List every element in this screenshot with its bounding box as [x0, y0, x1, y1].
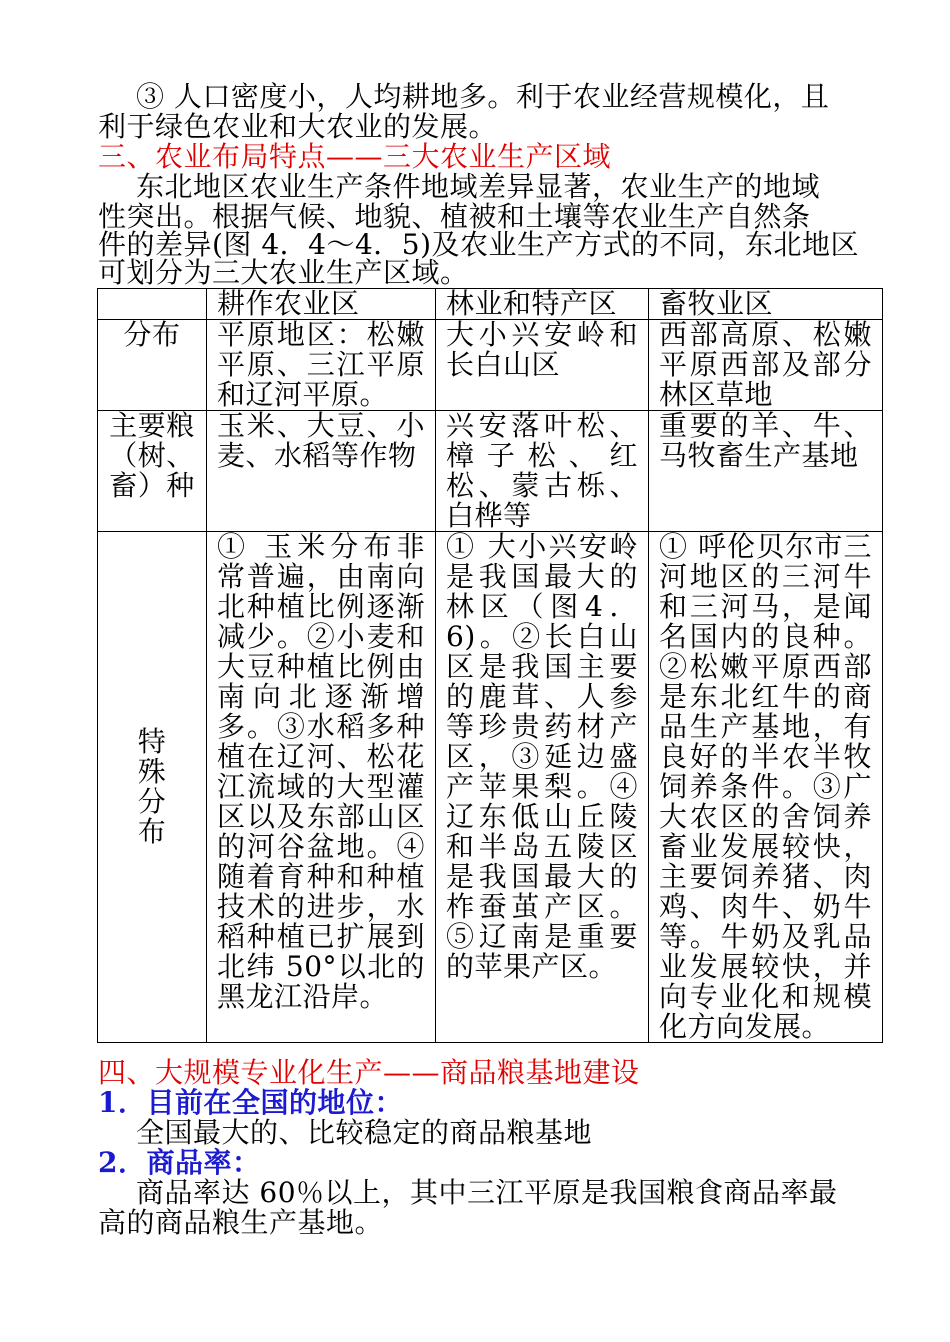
paragraph-line: 利于绿色农业和大农业的发展。 [98, 110, 498, 143]
section-heading: 四、大规模专业化生产——商品粮基地建设 [98, 1056, 640, 1089]
paragraph-line: 商品率达 60％以上，其中三江平原是我国粮食商品率最 [136, 1176, 838, 1209]
paragraph-line: 可划分为三大农业生产区域。 [98, 256, 469, 289]
row-label: 分布 [98, 320, 207, 411]
paragraph-line: 全国最大的、比较稳定的商品粮基地 [136, 1116, 593, 1149]
paragraph-line: 高的商品粮生产基地。 [98, 1206, 384, 1239]
row-label: 特殊分布 [137, 725, 167, 848]
paragraph-line: 性突出。根据气候、地貌、植被和土壤等农业生产自然条 [98, 200, 811, 233]
table-header-cell [98, 289, 207, 320]
agriculture-zones-table [97, 288, 883, 1043]
paragraph-line: 东北地区农业生产条件地域差异显著，农业生产的地域 [136, 170, 821, 203]
table-header-row [98, 289, 883, 320]
table-cell: 西部高原、松嫩平原西部及部分林区草地 [649, 320, 883, 411]
item-heading: 2．商品率： [98, 1146, 261, 1179]
table-cell: 重要的羊、牛、马牧畜生产基地 [649, 411, 883, 532]
table-cell: 平原地区：松嫩平原、三江平原和辽河平原。 [207, 320, 436, 411]
table-row [98, 532, 883, 1043]
paragraph-line: ③ 人口密度小，人均耕地多。利于农业经营规模化，且 [136, 80, 830, 113]
table-header-cell: 林业和特产区 [436, 289, 649, 320]
table-header-cell: 畜牧业区 [649, 289, 883, 320]
section-heading: 三、农业布局特点——三大农业生产区域 [98, 140, 612, 173]
table-cell: ① 大小兴安岭是我国最大的林区（图4．6)。②长白山区是我国主要的鹿茸、人参等珍贵药材产区，③延边盛产苹果梨。④辽东低山丘陵和半岛五陵区是我国最大的柞蚕茧产区。⑤辽南是重要的苹果产区。 [436, 532, 649, 1043]
table-header-cell: 耕作农业区 [207, 289, 436, 320]
table-row [98, 320, 883, 411]
paragraph-line: 件的差异(图 4．4～4．5)及农业生产方式的不同，东北地区 [98, 228, 860, 261]
table-cell: ① 玉米分布非常普遍，由南向北种植比例逐渐减少。②小麦和大豆种植比例由南向北逐渐增多。③水稻多种植在辽河、松花江流域的大型灌区以及东部山区的河谷盆地。④随着育种和种植技术的进步，水稻种植已扩展到北纬 50°以北的黑龙江沿岸。 [207, 532, 436, 1043]
table-row [98, 411, 883, 532]
table-cell: ① 呼伦贝尔市三河地区的三河牛和三河马，是闻名国内的良种。②松嫩平原西部是东北红牛的商品生产基地，有良好的半农半牧饲养条件。③广大农区的舍饲养畜业发展较快，主要饲养猪、肉鸡、肉牛、奶牛等。牛奶及乳品业发展较快，并向专业化和规模化方向发展。 [649, 532, 883, 1043]
row-label: 主要粮（树、畜）种 [98, 411, 207, 532]
table-cell: 大小兴安岭和长白山区 [436, 320, 649, 411]
row-label-cell [98, 532, 207, 1043]
item-heading: 1．目前在全国的地位： [98, 1086, 403, 1119]
table-cell: 玉米、大豆、小麦、水稻等作物 [207, 411, 436, 532]
table-cell: 兴安落叶松、樟子松、红松、蒙古栎、白桦等 [436, 411, 649, 532]
